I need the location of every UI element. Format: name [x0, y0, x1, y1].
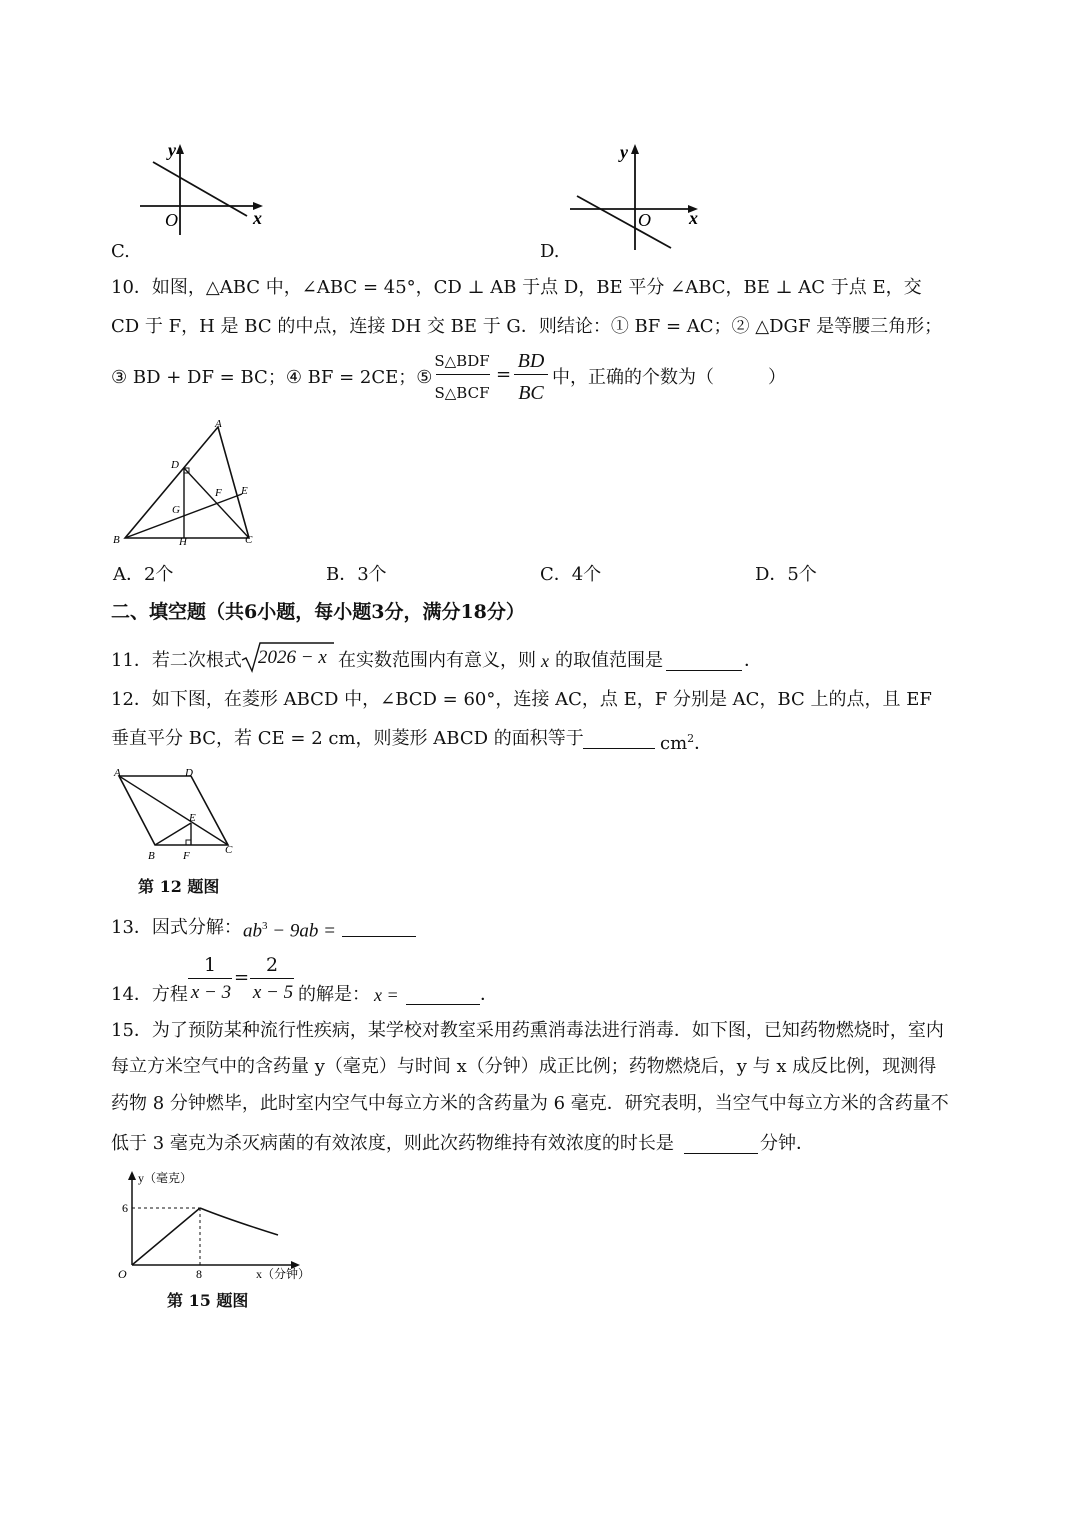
- svg-text:D: D: [185, 767, 193, 779]
- q10-choice-a: A．2个: [113, 564, 174, 585]
- q11-text-a: 在实数范围内有意义，则: [338, 650, 536, 671]
- svg-text:A: A: [215, 418, 222, 430]
- svg-text:y: y: [620, 142, 628, 162]
- q14-frac1-bar: [188, 978, 232, 979]
- q10-frac-right-bar: [514, 374, 548, 375]
- q14-frac2-den: x − 5: [252, 982, 294, 1003]
- q14-frac2-num: 2: [265, 954, 279, 976]
- q10-triangle-figure: [105, 415, 275, 550]
- q14-equals: =: [234, 967, 250, 988]
- q14-middle: 的解是：: [298, 984, 370, 1005]
- option-c-label: C.: [111, 241, 130, 262]
- svg-text:E: E: [241, 485, 248, 497]
- q15-line-3: 药物 8 分钟燃毕，此时室内空气中每立方米的含药量为 6 毫克．研究表明，当空气中每立方米的含药量不: [111, 1093, 949, 1114]
- svg-text:C: C: [225, 844, 233, 856]
- svg-text:B: B: [113, 534, 120, 546]
- q10-line-3b: 中，正确的个数为（ ）: [552, 367, 786, 388]
- q14-frac1-den: x − 3: [190, 982, 232, 1003]
- svg-text:E: E: [189, 812, 196, 824]
- svg-text:D: D: [171, 459, 179, 471]
- q11-radicand: 2026 − x: [258, 647, 327, 668]
- q12-line-1: 12．如下图，在菱形 ABCD 中，∠BCD = 60°，连接 AC，点 E，F 分别是 AC，BC 上的点，且 EF: [111, 689, 932, 710]
- q10-frac-left-num: S△BDF: [434, 352, 490, 370]
- q11-text-b: 的取值范围是: [555, 650, 663, 671]
- q10-line-3a: ③ BD + DF = BC；④ BF = 2CE；⑤: [111, 367, 433, 388]
- svg-text:A: A: [114, 767, 121, 779]
- q14-var-eq: x =: [374, 985, 399, 1005]
- svg-text:x: x: [689, 208, 698, 228]
- svg-text:6: 6: [122, 1201, 128, 1215]
- q13-expression: $ab^3 - 9ab$ =: [243, 920, 336, 942]
- q15-figure-caption: 第 15 题图: [167, 1291, 249, 1310]
- q10-frac-right-num: BD: [517, 350, 545, 372]
- q12-unit: $cm^2$．: [660, 732, 713, 754]
- q10-frac-right-den: BC: [518, 382, 544, 404]
- q14-end: ．: [480, 984, 498, 1005]
- svg-text:8: 8: [196, 1267, 202, 1281]
- q11-answer-blank[interactable]: [666, 652, 742, 671]
- svg-text:H: H: [179, 536, 187, 548]
- svg-text:O: O: [638, 210, 651, 230]
- q11-end: ．: [744, 650, 762, 671]
- q12-answer-blank[interactable]: [583, 730, 655, 749]
- q10-line-2: CD 于 F，H 是 BC 的中点，连接 DH 交 BE 于 G．则结论：① BF = AC；② △DGF 是等腰三角形；: [111, 316, 943, 337]
- q13-prefix: 13．因式分解：: [111, 917, 242, 938]
- svg-text:F: F: [183, 850, 190, 862]
- svg-text:y（毫克）: y（毫克）: [138, 1171, 193, 1185]
- q15-line-4a: 低于 3 毫克为杀灭病菌的有效浓度，则此次药物维持有效浓度的时长是: [111, 1133, 674, 1154]
- option-c-graph: [135, 140, 275, 240]
- q12-line-2: 垂直平分 BC，若 CE = 2 cm，则菱形 ABCD 的面积等于: [111, 728, 584, 749]
- q12-rhombus-figure: [108, 765, 243, 865]
- q15-answer-blank[interactable]: [684, 1135, 758, 1154]
- svg-text:O: O: [165, 210, 178, 230]
- q11-prefix: 11．若二次根式: [111, 650, 242, 671]
- q10-frac-left-den: S△BCF: [434, 384, 490, 402]
- q11-var: x: [541, 651, 549, 671]
- svg-text:B: B: [148, 850, 155, 862]
- q10-frac-left-bar: [436, 374, 490, 375]
- q14-answer-blank[interactable]: [406, 986, 480, 1005]
- svg-text:C: C: [245, 534, 253, 546]
- svg-text:x（分钟）: x（分钟）: [256, 1267, 311, 1281]
- q10-choice-d: D．5个: [755, 564, 817, 585]
- svg-text:x: x: [253, 208, 262, 228]
- q10-line-1: 10．如图，△ABC 中，∠ABC = 45°，CD ⊥ AB 于点 D，BE 平分 ∠ABC，BE ⊥ AC 于点 E，交: [111, 277, 922, 298]
- q10-frac-equals: =: [496, 364, 512, 385]
- q12-figure-caption: 第 12 题图: [138, 877, 220, 896]
- q15-line-4b: 分钟．: [760, 1133, 814, 1154]
- q10-choice-b: B．3个: [326, 564, 387, 585]
- svg-text:F: F: [215, 487, 222, 499]
- q15-line-1: 15．为了预防某种流行性疾病，某学校对教室采用药熏消毒法进行消毒．如下图，已知药物燃烧时，室内: [111, 1020, 944, 1041]
- q13-answer-blank[interactable]: [342, 918, 416, 937]
- q14-frac1-num: 1: [203, 954, 217, 976]
- option-d-label: D.: [540, 241, 560, 262]
- section-2-heading: 二、填空题（共6小题，每小题3分，满分18分）: [111, 601, 525, 623]
- svg-text:y: y: [168, 140, 176, 160]
- svg-text:O: O: [118, 1267, 127, 1281]
- q14-prefix: 14．方程: [111, 984, 188, 1005]
- q15-line-2: 每立方米空气中的含药量 y（毫克）与时间 x（分钟）成正比例；药物燃烧后，y 与 x 成反比例，现测得: [111, 1056, 937, 1077]
- option-d-graph: [565, 140, 705, 255]
- q15-dosage-graph: [110, 1165, 340, 1285]
- svg-text:G: G: [172, 504, 180, 516]
- q10-choice-c: C．4个: [540, 564, 602, 585]
- q14-frac2-bar: [250, 978, 294, 979]
